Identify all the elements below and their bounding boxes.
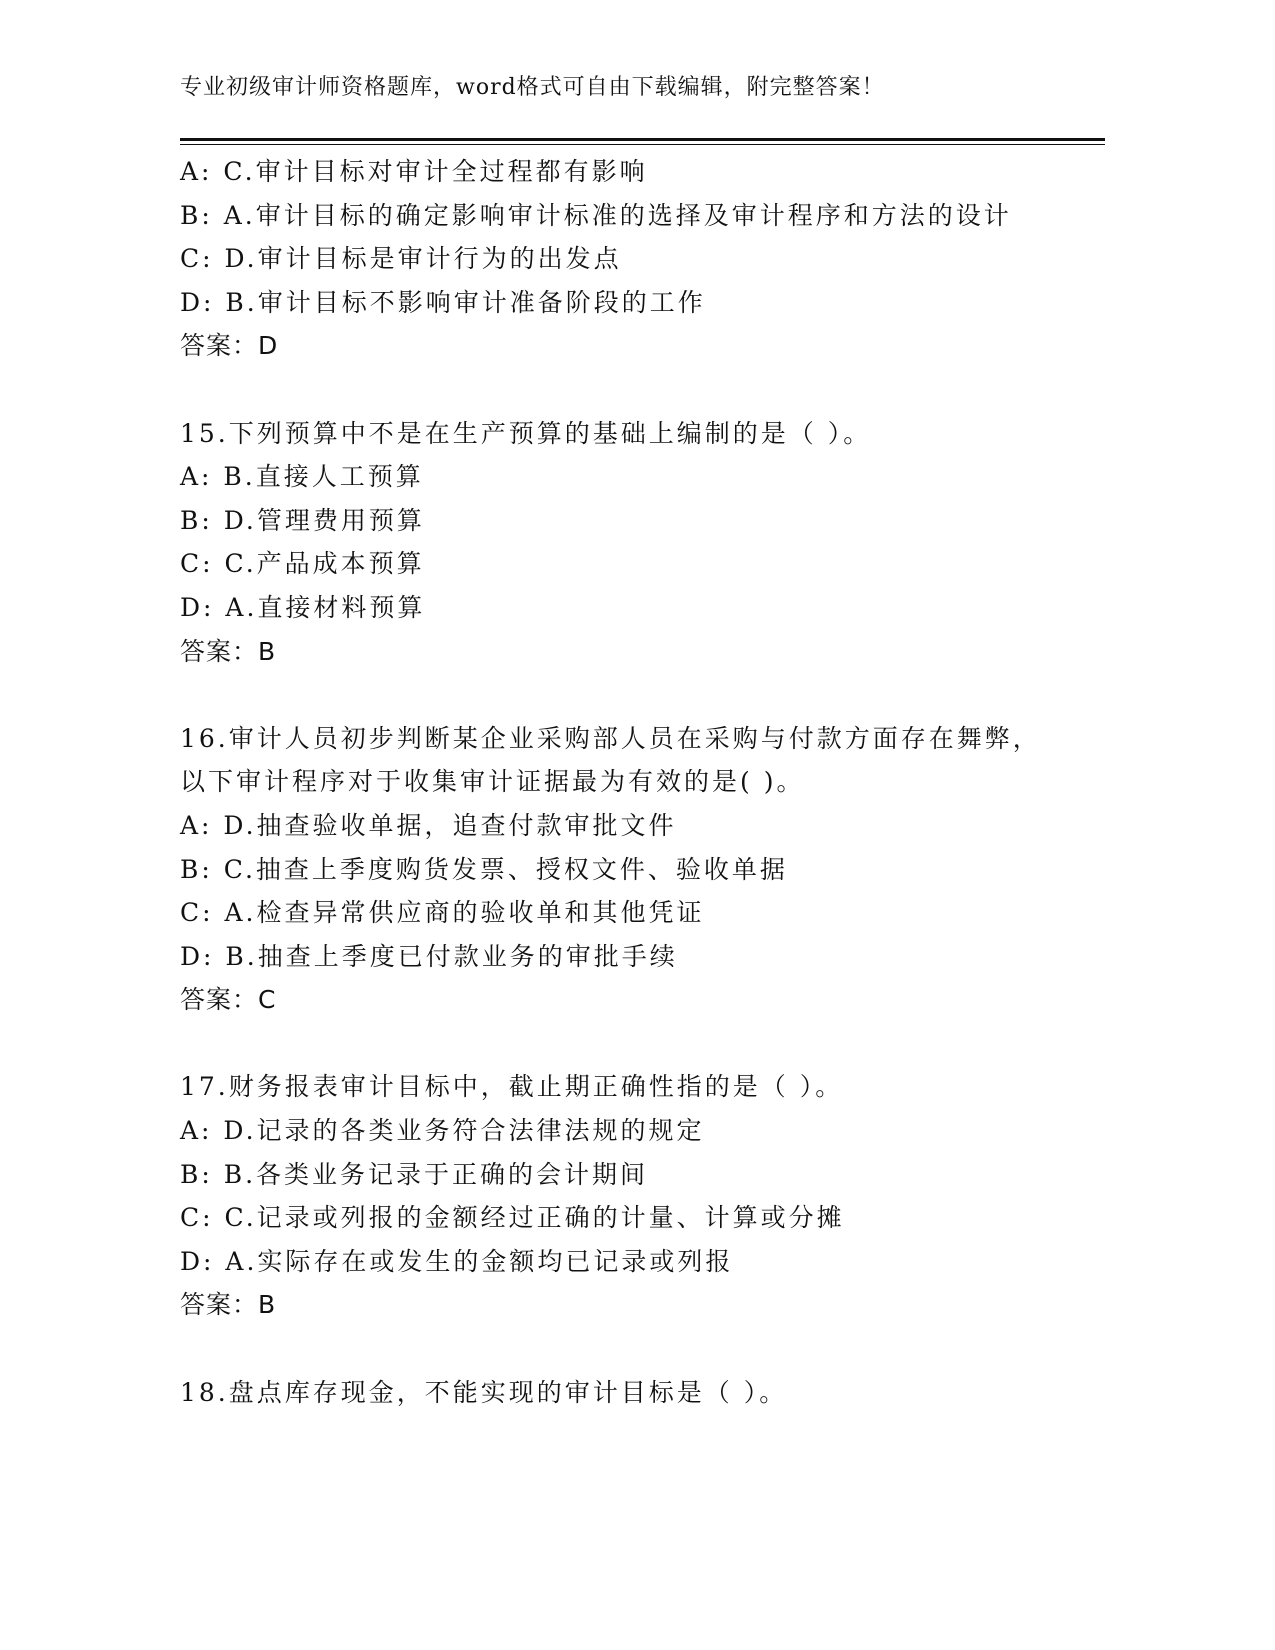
option-d: D: B.抽查上季度已付款业务的审批手续 [180,941,678,971]
option-b: B: D.管理费用预算 [180,505,425,535]
option-d: D: A.实际存在或发生的金额均已记录或列报 [180,1246,734,1276]
option-c: C: C.记录或列报的金额经过正确的计量、计算或分摊 [180,1203,845,1233]
option-b: B: B.各类业务记录于正确的会计期间 [180,1159,649,1189]
option-a: A: B.直接人工预算 [180,462,424,492]
header-rule-thick [180,138,1105,141]
option-a: A: D.抽查验收单据，追查付款审批文件 [180,810,677,840]
option-b: B: A.审计目标的确定影响审计标准的选择及审计程序和方法的设计 [180,200,1012,230]
option-a: A: D.记录的各类业务符合法律法规的规定 [180,1116,705,1146]
question-text: 18.盘点库存现金，不能实现的审计目标是（ ）。 [180,1377,788,1407]
answer: 答案：D [180,331,279,361]
answer: 答案：C [180,985,277,1015]
spacer [180,1022,1105,1066]
question-18 [180,1371,1105,1415]
question-text: 17.财务报表审计目标中，截止期正确性指的是（ ）。 [180,1072,844,1102]
answer: 答案：B [180,636,277,666]
option-d: D: A.直接材料预算 [180,592,426,622]
document-header: 专业初级审计师资格题库，word格式可自由下载编辑，附完整答案！ [180,75,885,100]
question-15 [180,412,1105,674]
spacer [180,368,1105,412]
answer: 答案：B [180,1290,277,1320]
option-c: C: A.检查异常供应商的验收单和其他凭证 [180,898,705,928]
option-c: C: C.产品成本预算 [180,549,425,579]
spacer [180,673,1105,717]
question-list [180,150,1105,1414]
question-text: 15.下列预算中不是在生产预算的基础上编制的是（ ）。 [180,418,872,448]
spacer [180,1327,1105,1371]
question-14 [180,150,1105,368]
option-a: A: C.审计目标对审计全过程都有影响 [180,157,648,186]
option-c: C: D.审计目标是审计行为的出发点 [180,244,622,274]
question-16 [180,717,1105,1022]
header-rule-thin [180,144,1105,145]
question-17 [180,1065,1105,1327]
question-text-line-1: 16.审计人员初步判断某企业采购部人员在采购与付款方面存在舞弊， [180,723,1041,753]
question-text-line-2: 以下审计程序对于收集审计证据最为有效的是( )。 [180,767,805,797]
option-d: D: B.审计目标不影响审计准备阶段的工作 [180,287,706,317]
option-b: B: C.抽查上季度购货发票、授权文件、验收单据 [180,854,788,884]
